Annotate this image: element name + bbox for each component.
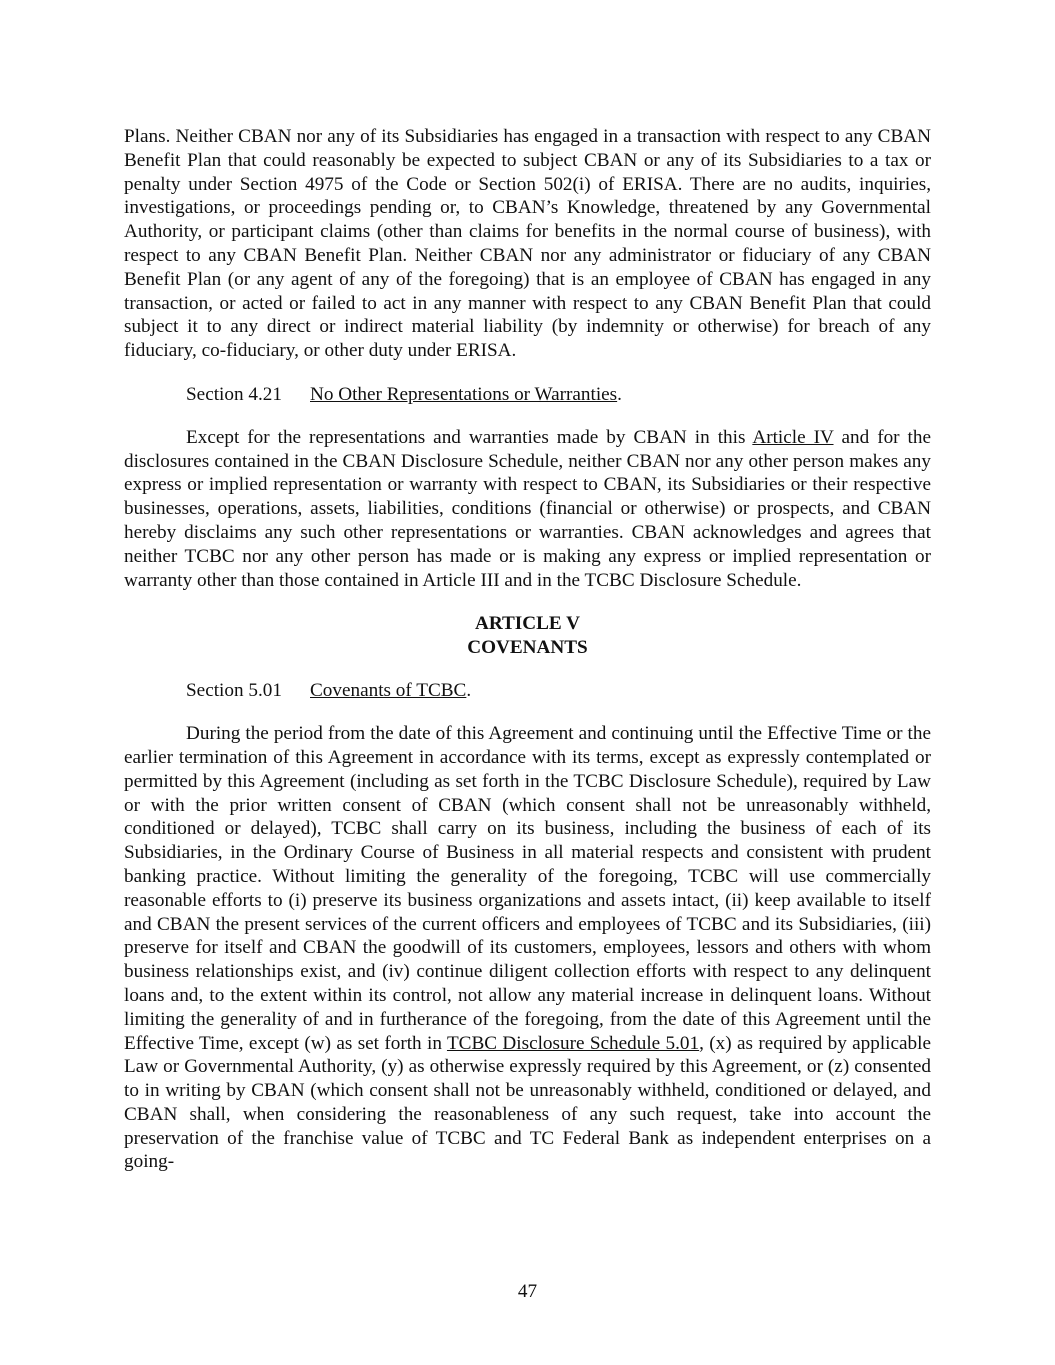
disclosure-schedule-reference: TCBC Disclosure Schedule 5.01: [446, 1032, 700, 1054]
paragraph-covenants-of-tcbc: During the period from the date of this Agreement and continuing until the Effective Time or the earlier termination of this Agreement in accordance with its terms, except as expressly contemplated or permitted by this Agreement (including as set forth in the TCBC Disclosure Schedule), required by Law or with the prior written consent of CBAN (which consent shall not be unreasonably withheld, conditioned or delayed), TCBC shall carry on its business, including the business of each of its Subsidiaries, in the Ordinary Course of Business in all material respects and consistent with prudent banking practice. Without limiting the generality of the foregoing, TCBC will use commercially reasonable efforts to (i) preserve its business organizations and assets intact, (ii) keep available to itself and CBAN the present services of the current officers and employees of TCBC and its Subsidiaries, (iii) preserve for itself and CBAN the goodwill of its customers, employees, lessors and others with whom business relationships exist, and (iv) continue diligent collection efforts with respect to any delinquent loans and, to the extent within its control, not allow any material increase in delinquent loans. Without limiting the generality of and in furtherance of the foregoing, from the date of this Agreement until the Effective Time, except (w) as set forth in TCBC Disclosure Schedule 5.01, (x) as required by applicable Law or Governmental Authority, (y) as otherwise expressly required by this Agreement, or (z) consented to in writing by CBAN (which consent shall not be unreasonably withheld, conditioned or delayed, and CBAN shall, when considering the reasonableness of any such request, take into account the preservation of the franchise value of TCBC and TC Federal Bank as independent enterprises on a going-: [124, 723, 931, 1173]
document-page: [124, 125, 931, 1174]
article-title: COVENANTS: [467, 637, 588, 659]
section-4-21-heading: Section 4.21 No Other Representations or Warranties.: [186, 383, 622, 405]
section-number: Section 5.01: [186, 680, 282, 702]
page-number: 47: [517, 1281, 538, 1302]
article-number: ARTICLE V: [474, 613, 581, 635]
paragraph-no-other-representations: Except for the representations and warranties made by CBAN in this Article IV and for the disclosures contained in the CBAN Disclosure Schedule, neither CBAN nor any other person makes any express or implied representation or warranty with respect to CBAN, its Subsidiaries or their respective businesses, operations, assets, liabilities, conditions (financial or otherwise) or prospects, and CBAN hereby disclaims any such other representations or warranties. CBAN acknowledges and agrees that neither TCBC nor any other person has made or is making any express or implied representation or warranty other than those contained in Article III and in the TCBC Disclosure Schedule.: [124, 426, 931, 591]
section-5-01-heading: Section 5.01 Covenants of TCBC.: [186, 680, 472, 702]
article-iv-reference: Article IV: [752, 426, 834, 448]
article-heading: [124, 612, 931, 660]
section-title: Covenants of TCBC: [310, 680, 467, 702]
section-number: Section 4.21: [186, 383, 282, 405]
paragraph-benefit-plans: Plans. Neither CBAN nor any of its Subsidiaries has engaged in a transaction with respect to any CBAN Benefit Plan that could reasonably be expected to subject CBAN or any of its Subsidiaries to a tax or penalty under Section 4975 of the Code or Section 502(i) of ERISA. There are no audits, inquiries, investigations, or proceedings pending or, to CBAN’s Knowledge, threatened by any Governmental Authority, or participant claims (other than claims for benefits in the normal course of business), with respect to any CBAN Benefit Plan. Neither CBAN nor any administrator or fiduciary of any CBAN Benefit Plan (or any agent of any of the foregoing) that is an employee of CBAN has engaged in any transaction, or acted or failed to act in any manner with respect to any CBAN Benefit Plan that could subject it to any direct or indirect material liability (by indemnity or otherwise) for breach of any fiduciary, co-fiduciary, or other duty under ERISA.: [124, 126, 931, 362]
section-title: No Other Representations or Warranties: [310, 383, 618, 405]
